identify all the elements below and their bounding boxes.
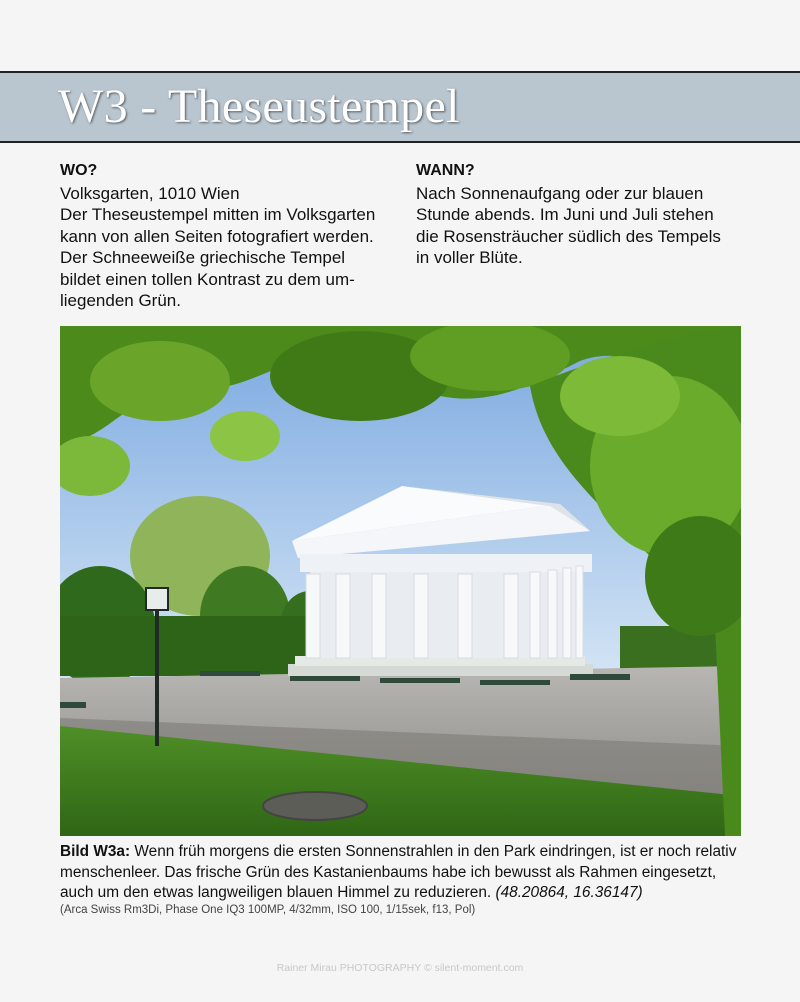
where-section xyxy=(60,160,395,312)
when-line: Stunde abends. Im Juni und Juli stehen xyxy=(416,205,714,224)
caption-text: Wenn früh morgens die ersten Sonnenstrahlen in den Park eindringen, ist er noch relativ menschenleer. Das frische Grün des Kastanienbaums habe ich bewusst als Rahmen eingesetzt, auch um den etwas langweiligen blauen Himmel zu reduzieren. xyxy=(60,843,737,901)
caption-coordinates: (48.20864, 16.36147) xyxy=(495,884,643,901)
where-line: Der Schneeweiße griechische Tempel xyxy=(60,248,346,267)
temple-photo-illustration xyxy=(60,326,741,836)
when-line: in voller Blüte. xyxy=(416,248,523,267)
footer-credit: Rainer Mirau PHOTOGRAPHY © silent-moment.com xyxy=(276,962,524,974)
when-section xyxy=(416,160,751,269)
caption-label: Bild W3a: xyxy=(60,843,131,860)
where-line: kann von allen Seiten fotografiert werden. xyxy=(60,226,374,246)
where-line: Volksgarten, 1010 Wien xyxy=(60,183,240,203)
when-heading: WANN? xyxy=(416,162,475,179)
title-band xyxy=(0,71,800,143)
camera-settings: (Arca Swiss Rm3Di, Phase One IQ3 100MP, 4/32mm, ISO 100, 1/15sek, f13, Pol) xyxy=(60,904,476,916)
photo-caption xyxy=(60,842,744,904)
temple-photo xyxy=(60,326,741,836)
where-line: Der Theseustempel mitten im Volksgarten xyxy=(60,205,376,224)
where-line: bildet einen tollen Kontrast zu dem um- xyxy=(60,269,355,289)
page-title: W3 - Theseustempel xyxy=(58,80,460,133)
where-line: liegenden Grün. xyxy=(60,291,181,310)
when-line: die Rosensträucher südlich des Tempels xyxy=(416,226,721,246)
where-heading: WO? xyxy=(60,162,98,179)
when-line: Nach Sonnenaufgang oder zur blauen xyxy=(416,183,704,203)
